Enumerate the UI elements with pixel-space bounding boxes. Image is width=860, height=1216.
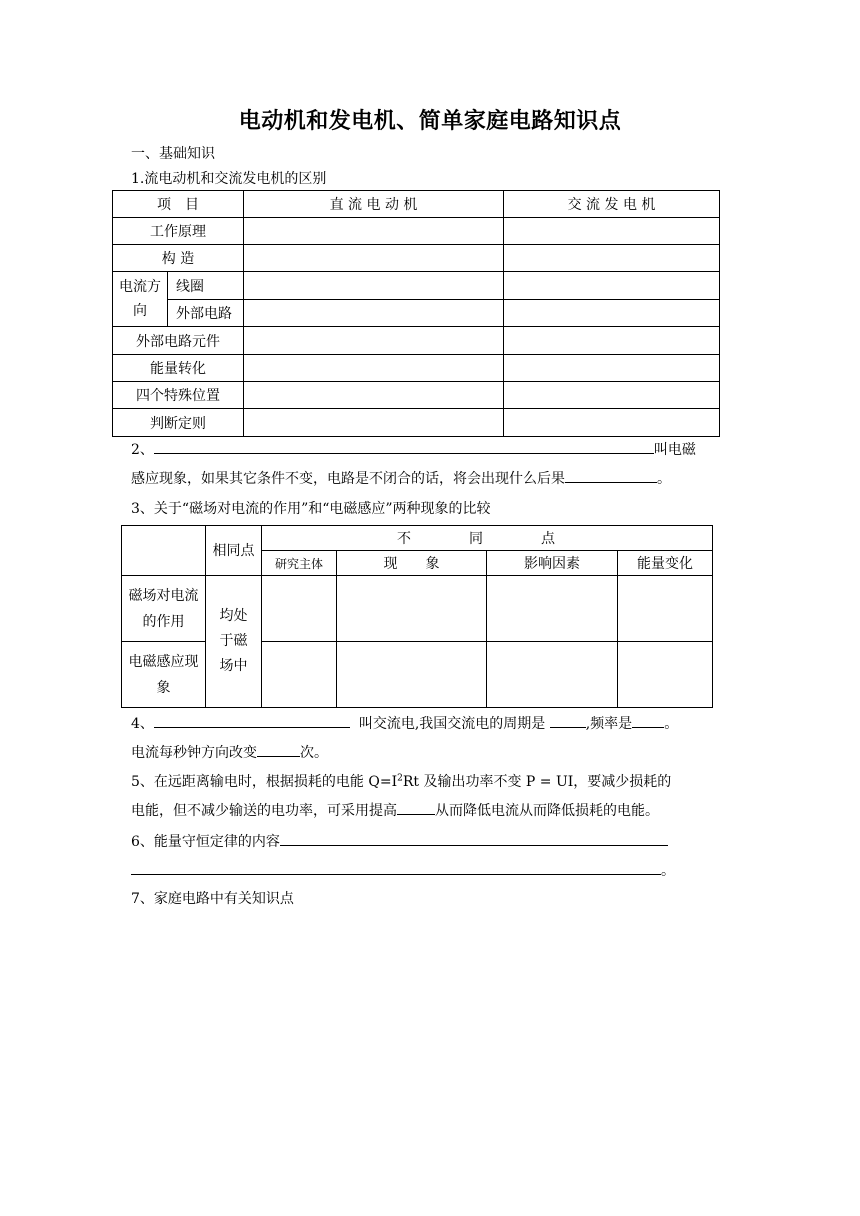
q4-blank-1[interactable] [154,713,350,728]
row-energy-conversion: 能量转化 [113,355,244,382]
comparison-table [121,525,713,708]
q6-blank-1[interactable] [280,831,668,846]
q5-text-3: 电能，但不减少输送的电功率，可采用提高 [131,803,397,819]
q5-superscript: 2 [397,773,403,784]
table-cell[interactable] [504,355,720,382]
table-cell[interactable] [262,642,337,708]
row-current-direction: 电流方向 [113,272,168,327]
table-cell[interactable] [618,576,713,642]
section-heading: 一、基础知识 [131,146,215,162]
q4-text-3: 电流每秒钟方向改变 [131,745,257,761]
row-external-circuit: 外部电路 [168,300,244,327]
q5-blank[interactable] [397,800,435,815]
empty-corner [122,526,206,576]
q5-text-4: 从而降低电流从而降低损耗的电能。 [435,803,659,819]
q4-blank-3[interactable] [632,713,664,728]
question-6 [131,831,668,851]
q4-blank-2[interactable] [550,713,586,728]
table-cell[interactable] [504,245,720,272]
row-em-induction: 电磁感应现象 [122,642,206,708]
col-subject: 研究主体 [262,551,337,576]
question-5 [131,771,671,791]
table-cell[interactable] [244,409,504,437]
page-title: 电动机和发电机、简单家庭电路知识点 [238,109,622,134]
question-2-line2 [131,468,671,488]
table-cell[interactable] [244,382,504,409]
table-cell[interactable] [244,300,504,327]
q4-blank-4[interactable] [257,742,300,757]
row-working-principle: 工作原理 [113,218,244,245]
q6-period: 。 [661,863,675,879]
header-different: 不 同 点 [262,526,713,551]
col-energy: 能量变化 [618,551,713,576]
row-coil: 线圈 [168,272,244,300]
question-7: 7、家庭电路中有关知识点 [131,891,294,907]
table-cell[interactable] [244,245,504,272]
table-cell[interactable] [487,642,618,708]
question-3-label: 3、关于“磁场对电流的作用”和“电磁感应”两种现象的比较 [131,501,491,517]
table-cell[interactable] [504,218,720,245]
question-1-label: 1.流电动机和交流发电机的区别 [131,171,327,187]
header-same: 相同点 [206,526,262,576]
table-cell[interactable] [337,642,487,708]
q2-text: 感应现象，如果其它条件不变，电路是不闭合的话，将会出现什么后果 [131,471,565,487]
table-cell[interactable] [504,409,720,437]
q4-period: 。 [664,716,679,732]
q5-text-1: 5、在远距离输电时，根据损耗的电能 Q=I [131,774,398,790]
question-5-line2 [131,800,659,820]
q4-number: 4、 [131,716,154,732]
motor-generator-table [112,190,720,437]
q4-text-4: 次。 [300,745,328,761]
q2-end: 叫电磁 [653,442,696,458]
table-cell[interactable] [244,218,504,245]
table-cell[interactable] [337,576,487,642]
same-value: 均处于磁场中 [206,576,262,708]
q5-text-2: Rt 及输出功率不变 P = UI，要减少损耗的 [402,774,672,790]
row-structure: 构 造 [113,245,244,272]
table-cell[interactable] [244,272,504,300]
table-cell[interactable] [244,355,504,382]
question-6-line2 [131,860,675,880]
table-cell[interactable] [244,327,504,355]
q6-text: 6、能量守恒定律的内容 [131,834,280,850]
q2-period: 。 [657,471,671,487]
header-ac-generator: 交 流 发 电 机 [504,191,720,218]
q4-text-1: 叫交流电,我国交流电的周期是 [358,716,546,732]
table-cell[interactable] [504,272,720,300]
q6-blank-2[interactable] [131,860,661,875]
table-cell[interactable] [504,382,720,409]
row-external-components: 外部电路元件 [113,327,244,355]
question-4-line2 [131,742,328,762]
question-2 [131,439,696,459]
table-cell[interactable] [618,642,713,708]
col-phenomenon: 现 象 [337,551,487,576]
table-cell[interactable] [262,576,337,642]
question-4 [131,713,678,733]
row-special-positions: 四个特殊位置 [113,382,244,409]
header-item: 项 目 [113,191,244,218]
table-cell[interactable] [504,327,720,355]
row-rule: 判断定则 [113,409,244,437]
col-factors: 影响因素 [487,551,618,576]
q4-text-2: ,频率是 [585,716,633,732]
q2-blank[interactable] [154,439,654,454]
table-cell[interactable] [487,576,618,642]
header-dc-motor: 直 流 电 动 机 [244,191,504,218]
q2-number: 2、 [131,442,154,458]
row-magnetic-force: 磁场对电流的作用 [122,576,206,642]
q2-blank-2[interactable] [565,468,657,483]
table-cell[interactable] [504,300,720,327]
